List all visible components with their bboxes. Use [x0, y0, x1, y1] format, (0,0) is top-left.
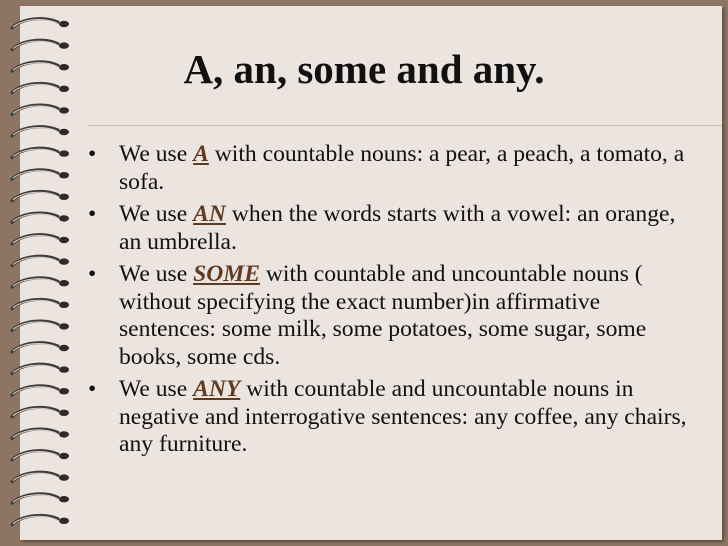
binding-ring-icon [12, 494, 69, 503]
slide-title: A, an, some and any. [183, 46, 545, 92]
bullet-icon: • [88, 141, 97, 167]
bullet-item [88, 201, 688, 256]
binding-ring-icon [12, 321, 69, 330]
binding-ring-icon [12, 105, 69, 114]
binding-ring-icon [12, 407, 69, 416]
binding-ring-icon [12, 256, 69, 265]
bullet-text-post: when the words starts with a vowel: an orange, an umbrella. [119, 201, 676, 255]
binding-ring-icon [12, 127, 69, 136]
bullet-text-pre: We use [119, 141, 194, 167]
bullet-text-pre: We use [119, 201, 194, 227]
bullet-text-pre: We use [119, 376, 194, 402]
title-divider [88, 125, 722, 126]
bullet-keyword: A [193, 141, 209, 167]
bullet-text-pre: We use [119, 261, 194, 287]
binding-ring-icon [12, 278, 69, 287]
binding-ring-icon [12, 472, 69, 481]
bullet-item [88, 261, 688, 371]
bullet-text-post: with countable and uncountable nouns in negative and interrogative sentences: any coffee, any chairs, any furniture. [119, 376, 687, 457]
binding-ring-icon [12, 191, 69, 200]
bullet-list [88, 141, 688, 464]
bullet-text-post: with countable and uncountable nouns ( without specifying the exact number)in affirmative sentences: some milk, some potatoes, some sugar, some books, some cds. [119, 261, 647, 370]
binding-ring-icon [12, 19, 69, 28]
binding-ring-icon [12, 235, 69, 244]
bullet-icon: • [88, 201, 97, 227]
binding-ring-icon [12, 364, 69, 373]
binding-ring-icon [12, 515, 69, 524]
bullet-keyword: AN [193, 201, 226, 227]
bullet-icon: • [88, 261, 97, 287]
binding-ring-icon [12, 213, 69, 222]
bullet-text-post: with countable nouns: a pear, a peach, a tomato, a sofa. [119, 141, 685, 195]
binding-ring-icon [12, 451, 69, 460]
bullet-item [88, 376, 688, 459]
binding-ring-icon [12, 429, 69, 438]
binding-ring-icon [12, 299, 69, 308]
binding-ring-icon [12, 343, 69, 352]
binding-ring-icon [12, 386, 69, 395]
bullet-keyword: ANY [193, 376, 241, 402]
bullet-keyword: SOME [193, 261, 260, 287]
bullet-icon: • [88, 376, 97, 402]
binding-ring-icon [12, 170, 69, 179]
bullet-item [88, 141, 688, 196]
binding-ring-icon [12, 148, 69, 157]
